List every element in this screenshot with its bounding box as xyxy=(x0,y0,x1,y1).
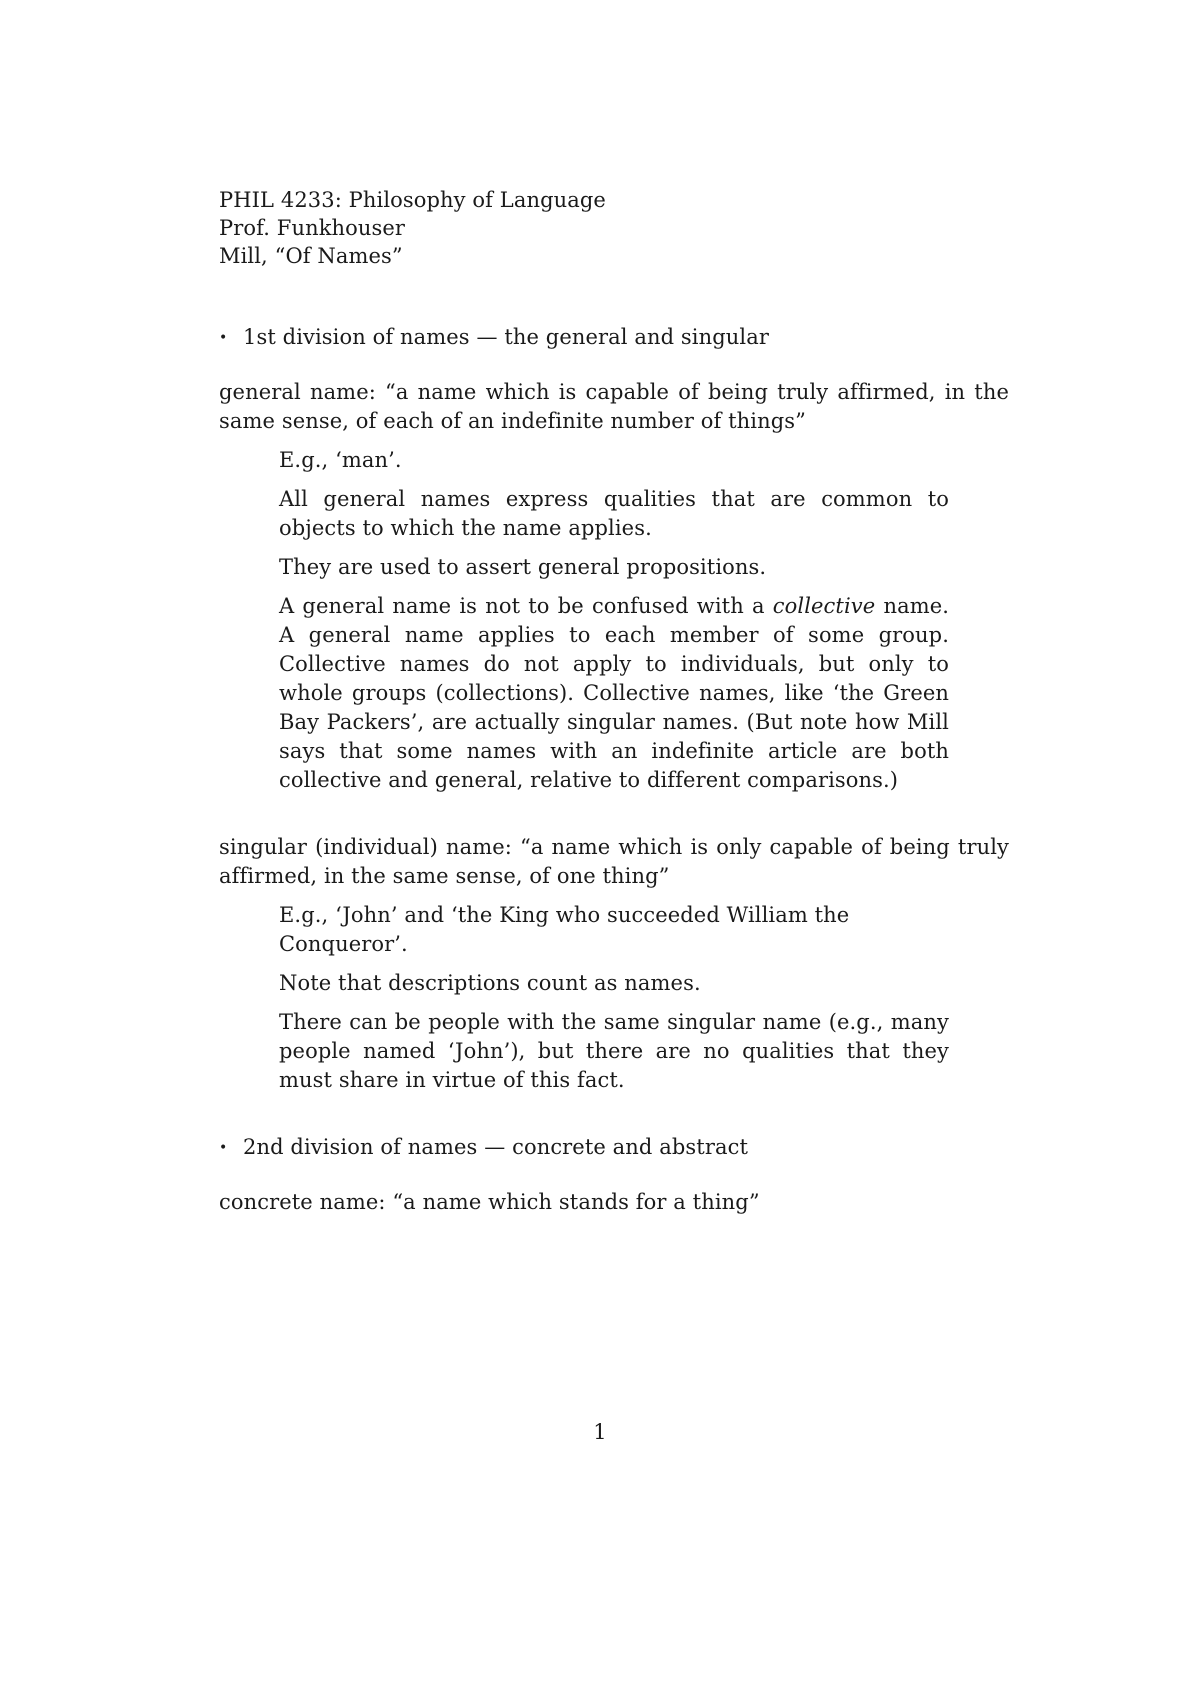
general-name-notes xyxy=(279,446,949,795)
singular-name-notes xyxy=(279,901,949,1095)
singular-name-example: E.g., ‘John’ and ‘the King who succeeded William the Conqueror’. xyxy=(279,903,850,956)
document-page xyxy=(219,186,1009,1217)
general-name-note-qualities: All general names express qualities that are common to objects to which the name applies. xyxy=(279,487,949,540)
general-name-note-propositions: They are used to assert general propositions. xyxy=(279,555,767,579)
singular-name-note-shared: There can be people with the same singular name (e.g., many people named ‘John’), but there are no qualities that they must share in virtue of this fact. xyxy=(279,1010,949,1092)
section-1-heading xyxy=(219,323,1009,353)
section-1-heading-text: 1st division of names — the general and singular xyxy=(243,325,769,349)
concrete-name-definition: concrete name: “a name which stands for a thing” xyxy=(219,1190,760,1214)
course-title: PHIL 4233: Philosophy of Language xyxy=(219,188,606,212)
section-2-heading xyxy=(219,1133,1009,1163)
singular-name-definition: singular (individual) name: “a name which is only capable of being truly affirmed, in the same sense, of one thing” xyxy=(219,835,1009,888)
collective-note-rest: name. A general name applies to each member of some group. Collective names do not apply to individuals, but only to whole groups (collections). Collective names, like ‘the Green Bay Packers’, are actually singular names. (But note how Mill says that some names with an indefinite article are both collective and general, relative to different comparisons.) xyxy=(279,594,950,792)
general-name-definition: general name: “a name which is capable of being truly affirmed, in the same sense, of each of an indefinite number of things” xyxy=(219,380,1009,433)
bullet-icon: • xyxy=(219,1140,228,1156)
bullet-icon: • xyxy=(219,330,228,346)
page-number: 1 xyxy=(593,1420,607,1444)
collective-note-start: A general name is not to be confused with a xyxy=(279,594,773,618)
general-name-note-collective xyxy=(279,592,949,795)
collective-emphasis: collective xyxy=(772,594,876,618)
general-name-example: E.g., ‘man’. xyxy=(279,448,402,472)
document-header xyxy=(219,186,1009,270)
section-2-heading-text: 2nd division of names — concrete and abstract xyxy=(243,1135,748,1159)
professor-name: Prof. Funkhouser xyxy=(219,216,406,240)
singular-name-note-descriptions: Note that descriptions count as names. xyxy=(279,971,701,995)
reading-title: Mill, “Of Names” xyxy=(219,244,403,268)
